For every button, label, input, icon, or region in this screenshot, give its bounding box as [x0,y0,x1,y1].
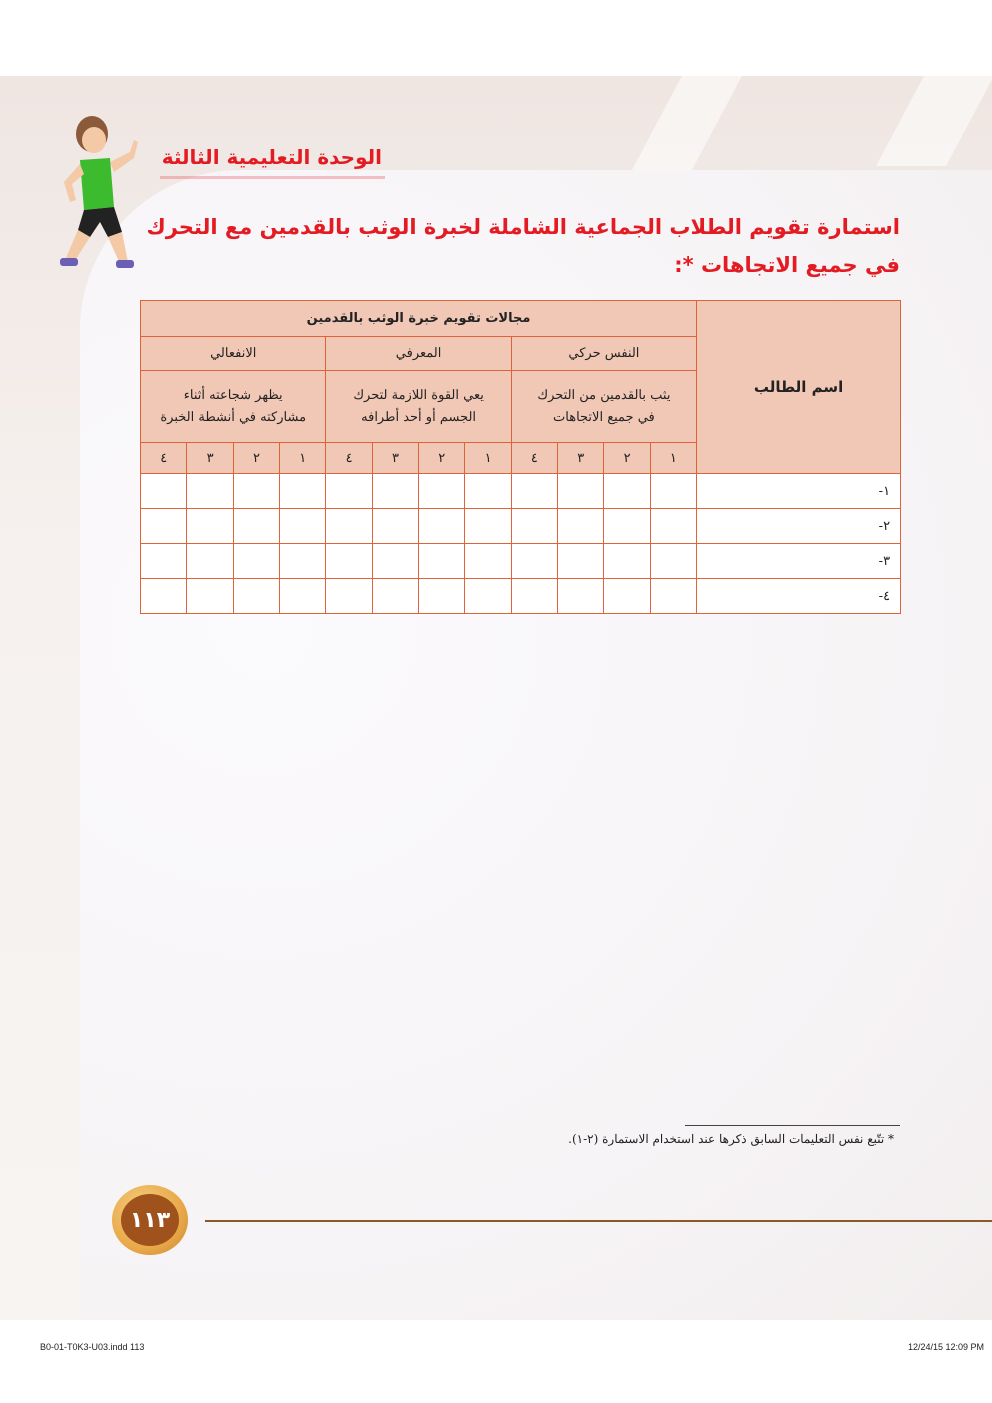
page-heading: استمارة تقويم الطلاب الجماعية الشاملة لخبرة الوثب بالقدمين مع التحرك في جميع الاتجاهات *: [146,215,900,277]
score-cell[interactable] [650,544,696,579]
score-cell[interactable] [372,509,418,544]
page-number: ١١٣ [121,1194,179,1246]
score-cell[interactable] [465,474,511,509]
table-row [141,474,901,509]
score-cell[interactable] [141,544,187,579]
score-cell[interactable] [326,544,372,579]
score-cell[interactable] [280,509,326,544]
score-cell[interactable] [141,474,187,509]
footnote-rule [685,1125,900,1126]
score-cell[interactable] [280,474,326,509]
scale-cell: ٢ [233,443,279,474]
score-cell[interactable] [604,579,650,614]
domain-name: الانفعالي [141,337,326,371]
student-row-label: ٢- [697,509,901,544]
print-slug-date: 12/24/15 12:09 PM [907,1342,984,1352]
scale-cell: ٤ [511,443,557,474]
score-cell[interactable] [233,474,279,509]
scale-cell: ٣ [187,443,233,474]
score-cell[interactable] [187,579,233,614]
score-cell[interactable] [141,579,187,614]
unit-title: الوحدة التعليمية الثالثة [161,145,382,169]
score-cell[interactable] [604,544,650,579]
score-cell[interactable] [233,544,279,579]
footnote: * تتّبع نفس التعليمات السابق ذكرها عند استخدام الاستمارة (٢-١). [568,1132,894,1146]
student-row-label: ٣- [697,544,901,579]
score-cell[interactable] [187,544,233,579]
score-cell[interactable] [372,544,418,579]
score-cell[interactable] [280,579,326,614]
score-cell[interactable] [187,474,233,509]
scale-cell: ٣ [558,443,604,474]
score-cell[interactable] [604,474,650,509]
scale-cell: ١ [280,443,326,474]
score-cell[interactable] [141,509,187,544]
domain-criterion: يثب بالقدمين من التحرك في جميع الاتجاهات [511,371,696,443]
table-row [141,544,901,579]
student-row-label: ١- [697,474,901,509]
score-cell[interactable] [372,474,418,509]
score-cell[interactable] [280,544,326,579]
print-slug-file: B0-01-T0K3-U03.indd 113 [40,1342,145,1352]
score-cell[interactable] [558,544,604,579]
score-cell[interactable] [465,544,511,579]
page-number-badge [112,1185,188,1255]
scale-cell: ٤ [141,443,187,474]
domain-criterion: يعي القوة اللازمة لتحرك الجسم أو أحد أطرافه [326,371,511,443]
score-cell[interactable] [465,579,511,614]
scale-cell: ٢ [419,443,465,474]
score-cell[interactable] [650,474,696,509]
score-cell[interactable] [419,579,465,614]
domain-name: النفس حركي [511,337,696,371]
score-cell[interactable] [419,509,465,544]
evaluation-table [140,300,901,614]
domains-header: مجالات تقويم خبرة الوثب بالقدمين [141,301,697,337]
scale-cell: ٤ [326,443,372,474]
score-cell[interactable] [604,509,650,544]
score-cell[interactable] [511,579,557,614]
domain-criterion: يظهر شجاعته أثناء مشاركته في أنشطة الخبرة [141,371,326,443]
score-cell[interactable] [326,579,372,614]
table-row [141,509,901,544]
scale-cell: ٣ [372,443,418,474]
score-cell[interactable] [558,579,604,614]
runner-illustration [50,112,145,277]
student-row-label: ٤- [697,579,901,614]
score-cell[interactable] [233,509,279,544]
scale-cell: ١ [650,443,696,474]
score-cell[interactable] [511,509,557,544]
student-name-header: اسم الطالب [697,301,901,474]
score-cell[interactable] [187,509,233,544]
table-row [141,579,901,614]
score-cell[interactable] [419,474,465,509]
score-cell[interactable] [650,579,696,614]
score-cell[interactable] [419,544,465,579]
score-cell[interactable] [650,509,696,544]
unit-title-underline [160,176,385,179]
score-cell[interactable] [465,509,511,544]
score-cell[interactable] [511,544,557,579]
scale-cell: ١ [465,443,511,474]
score-cell[interactable] [326,509,372,544]
score-cell[interactable] [326,474,372,509]
score-cell[interactable] [233,579,279,614]
scale-cell: ٢ [604,443,650,474]
score-cell[interactable] [558,509,604,544]
score-cell[interactable] [511,474,557,509]
score-cell[interactable] [558,474,604,509]
bottom-rule [205,1220,992,1222]
score-cell[interactable] [372,579,418,614]
domain-name: المعرفي [326,337,511,371]
